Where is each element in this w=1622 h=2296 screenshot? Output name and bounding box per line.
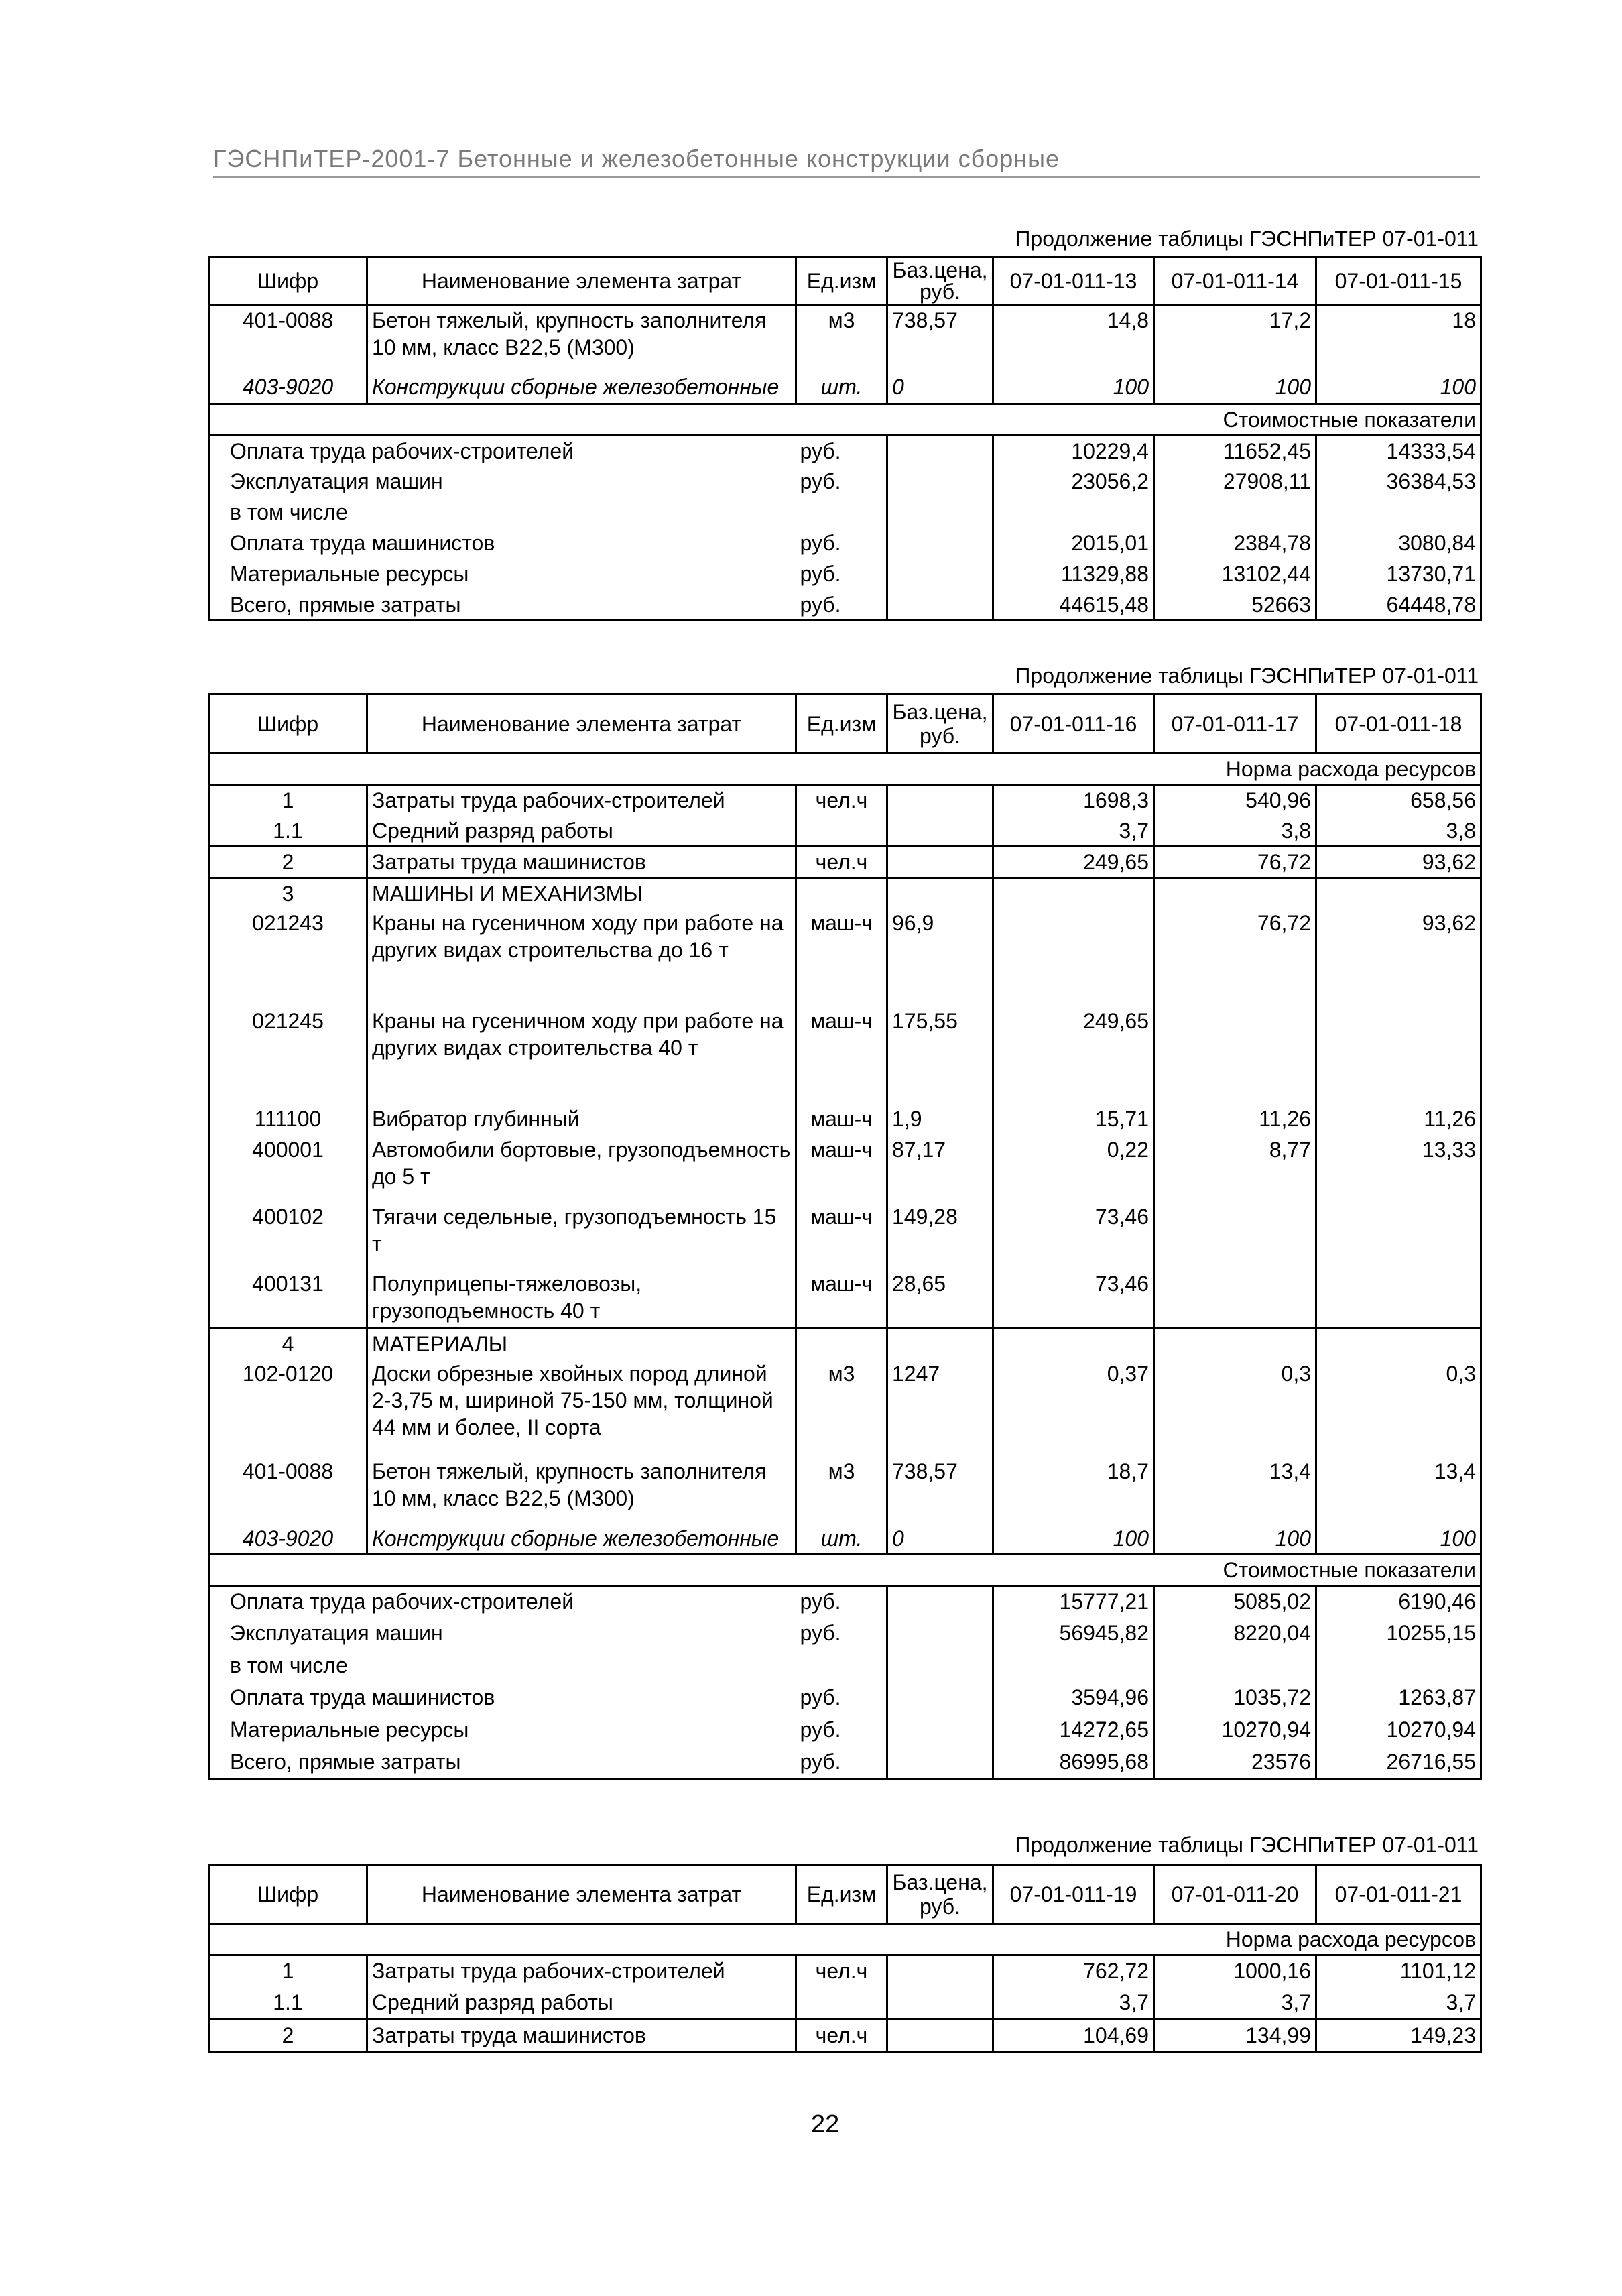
table-row	[209, 908, 1481, 1006]
resource-code: 400001	[209, 1135, 367, 1202]
norm-value: 14,8	[993, 305, 1154, 372]
col-header-norm: 07-01-011-14	[1154, 257, 1316, 305]
summary-value: 1035,72	[1154, 1683, 1316, 1715]
summary-value: 64448,78	[1316, 590, 1481, 621]
norm-value	[1154, 1202, 1316, 1269]
resource-unit: чел.ч	[796, 2020, 887, 2052]
table-row	[209, 1202, 1481, 1269]
summary-unit: руб.	[796, 1618, 887, 1650]
resource-price: 0	[887, 1524, 993, 1555]
norm-value: 93,62	[1316, 908, 1481, 1006]
summary-value: 15777,21	[993, 1586, 1154, 1618]
col-header-code: Шифр	[209, 694, 367, 753]
norm-value: 93,62	[1316, 847, 1481, 878]
summary-value: 5085,02	[1154, 1586, 1316, 1618]
summary-row	[209, 436, 1481, 467]
col-header-code: Шифр	[209, 1865, 367, 1924]
resource-code: 102-0120	[209, 1359, 367, 1457]
summary-label: Эксплуатация машин	[209, 467, 796, 497]
norm-value	[1316, 1202, 1481, 1269]
resource-price	[887, 1988, 993, 2020]
table-row	[209, 1457, 1481, 1524]
resource-code: 401-0088	[209, 1457, 367, 1524]
resource-unit: шт.	[796, 372, 887, 404]
table-row	[209, 1524, 1481, 1555]
norm-value: 762,72	[993, 1955, 1154, 1988]
col-header-norm: 07-01-011-19	[993, 1865, 1154, 1924]
summary-value: 44615,48	[993, 590, 1154, 621]
resource-code: 2	[209, 2020, 367, 2052]
summary-value: 13730,71	[1316, 559, 1481, 590]
col-header-price: Баз.цена, руб.	[887, 694, 993, 753]
col-header-code: Шифр	[209, 257, 367, 305]
summary-label: Материальные ресурсы	[209, 559, 796, 590]
summary-value: 2015,01	[993, 528, 1154, 559]
resource-price	[887, 816, 993, 847]
summary-value: 52663	[1154, 590, 1316, 621]
summary-value: 3594,96	[993, 1683, 1154, 1715]
table-row	[209, 2020, 1481, 2052]
resource-name: Тягачи седельные, грузоподъемность 15 т	[367, 1202, 796, 1269]
norm-value	[993, 908, 1154, 1006]
resource-name: Бетон тяжелый, крупность заполнителя 10 мм, класс В22,5 (М300)	[367, 1457, 796, 1524]
col-header-unit: Ед.изм	[796, 694, 887, 753]
summary-value: 3080,84	[1316, 528, 1481, 559]
norm-value	[1316, 1269, 1481, 1328]
norm-value: 0,22	[993, 1135, 1154, 1202]
summary-value: 11652,45	[1154, 436, 1316, 467]
resource-unit	[796, 816, 887, 847]
norm-value: 3,7	[993, 816, 1154, 847]
resource-price: 28,65	[887, 1269, 993, 1328]
norm-value: 13,4	[1316, 1457, 1481, 1524]
summary-value: 6190,46	[1316, 1586, 1481, 1618]
resource-code: 1.1	[209, 816, 367, 847]
col-header-unit: Ед.изм	[796, 1865, 887, 1924]
summary-unit: руб.	[796, 559, 887, 590]
norm-value: 15,71	[993, 1104, 1154, 1135]
resource-name: Автомобили бортовые, грузоподъемность до 5 т	[367, 1135, 796, 1202]
page-number: 22	[811, 2110, 840, 2138]
summary-label: Эксплуатация машин	[209, 1618, 796, 1650]
col-header-norm: 07-01-011-21	[1316, 1865, 1481, 1924]
resource-name: Средний разряд работы	[367, 1988, 796, 2020]
resource-name: Вибратор глубинный	[367, 1104, 796, 1135]
summary-label: в том числе	[209, 497, 796, 528]
summary-unit: руб.	[796, 528, 887, 559]
norm-value: 104,69	[993, 2020, 1154, 2052]
summary-unit: руб.	[796, 1747, 887, 1779]
norm-value: 1000,16	[1154, 1955, 1316, 1988]
resource-unit: чел.ч	[796, 1955, 887, 1988]
summary-row	[209, 1650, 1481, 1683]
resource-price: 96,9	[887, 908, 993, 1006]
norm-value: 13,33	[1316, 1135, 1481, 1202]
resource-code: 1	[209, 1955, 367, 1988]
norm-value: 8,77	[1154, 1135, 1316, 1202]
resource-name: Затраты труда машинистов	[367, 2020, 796, 2052]
summary-row	[209, 467, 1481, 497]
col-header-price: Баз.цена, руб.	[887, 257, 993, 305]
resource-price: 175,55	[887, 1006, 993, 1104]
norm-value: 18	[1316, 305, 1481, 372]
norm-value: 13,4	[1154, 1457, 1316, 1524]
norm-value: 249,65	[993, 847, 1154, 878]
resource-code: 021243	[209, 908, 367, 1006]
table-row	[209, 878, 1481, 909]
norm-value: 0,3	[1154, 1359, 1316, 1457]
norm-value: 100	[1154, 1524, 1316, 1555]
resource-name: Затраты труда рабочих-строителей	[367, 1955, 796, 1988]
resource-price	[887, 1955, 993, 1988]
summary-value: 10229,4	[993, 436, 1154, 467]
resource-unit: маш-ч	[796, 1269, 887, 1328]
col-header-name: Наименование элемента затрат	[367, 1865, 796, 1924]
norm-value: 3,8	[1154, 816, 1316, 847]
table-row	[209, 785, 1481, 816]
summary-value: 13102,44	[1154, 559, 1316, 590]
resource-unit: маш-ч	[796, 1135, 887, 1202]
table-row	[209, 1955, 1481, 1988]
summary-value: 23576	[1154, 1747, 1316, 1779]
resource-name: Затраты труда рабочих-строителей	[367, 785, 796, 816]
summary-label: Всего, прямые затраты	[209, 590, 796, 621]
summary-value: 36384,53	[1316, 467, 1481, 497]
summary-row	[209, 1715, 1481, 1747]
resource-unit: маш-ч	[796, 1202, 887, 1269]
table-caption: Продолжение таблицы ГЭСНПиТЕР 07-01-011	[1015, 664, 1479, 688]
resource-unit: маш-ч	[796, 908, 887, 1006]
col-header-norm: 07-01-011-17	[1154, 694, 1316, 753]
resource-code: 403-9020	[209, 1524, 367, 1555]
norm-value	[1316, 1006, 1481, 1104]
norm-value: 11,26	[1154, 1104, 1316, 1135]
table-row	[209, 816, 1481, 847]
table-row	[209, 1988, 1481, 2020]
summary-value: 8220,04	[1154, 1618, 1316, 1650]
summary-value: 14272,65	[993, 1715, 1154, 1747]
norm-value: 134,99	[1154, 2020, 1316, 2052]
summary-row	[209, 559, 1481, 590]
norm-value: 18,7	[993, 1457, 1154, 1524]
summary-unit: руб.	[796, 436, 887, 467]
summary-value: 14333,54	[1316, 436, 1481, 467]
resource-price: 1247	[887, 1359, 993, 1457]
norm-value: 11,26	[1316, 1104, 1481, 1135]
resource-name: Краны на гусеничном ходу при работе на других видах строительства 40 т	[367, 1006, 796, 1104]
summary-value: 27908,11	[1154, 467, 1316, 497]
norm-value	[1154, 1006, 1316, 1104]
norm-value: 1698,3	[993, 785, 1154, 816]
resource-price: 87,17	[887, 1135, 993, 1202]
summary-value: 86995,68	[993, 1747, 1154, 1779]
resource-code: 111100	[209, 1104, 367, 1135]
norm-value: 76,72	[1154, 847, 1316, 878]
section-label-norm: Норма расхода ресурсов	[209, 753, 1481, 785]
resource-code: 403-9020	[209, 372, 367, 404]
running-header: ГЭСНПиТЕР-2001-7 Бетонные и железобетонные конструкции сборные	[213, 145, 1480, 178]
col-header-norm: 07-01-011-18	[1316, 694, 1481, 753]
resource-code: 401-0088	[209, 305, 367, 372]
resource-unit: чел.ч	[796, 785, 887, 816]
norm-value	[1154, 1269, 1316, 1328]
resource-name: Бетон тяжелый, крупность заполнителя 10 мм, класс В22,5 (М300)	[367, 305, 796, 372]
summary-row	[209, 1618, 1481, 1650]
norm-value: 100	[1316, 1524, 1481, 1555]
resource-code: 1	[209, 785, 367, 816]
resource-code: 021245	[209, 1006, 367, 1104]
norm-value: 3,7	[1316, 1988, 1481, 2020]
table-row	[209, 1104, 1481, 1135]
summary-value: 23056,2	[993, 467, 1154, 497]
summary-value: 56945,82	[993, 1618, 1154, 1650]
summary-unit: руб.	[796, 1683, 887, 1715]
resource-unit: маш-ч	[796, 1104, 887, 1135]
table-row	[209, 372, 1481, 404]
section-label-cost: Стоимостные показатели	[209, 404, 1481, 436]
summary-unit: руб.	[796, 590, 887, 621]
summary-value: 26716,55	[1316, 1747, 1481, 1779]
resource-code: 3	[209, 878, 367, 909]
summary-row	[209, 590, 1481, 621]
section-heading: МАТЕРИАЛЫ	[367, 1328, 796, 1359]
col-header-norm: 07-01-011-13	[993, 257, 1154, 305]
resource-unit: м3	[796, 1359, 887, 1457]
summary-label: Оплата труда рабочих-строителей	[209, 436, 796, 467]
norm-value: 17,2	[1154, 305, 1316, 372]
resource-name: Доски обрезные хвойных пород длиной 2-3,75 м, шириной 75-150 мм, толщиной 44 мм и более, II сорта	[367, 1359, 796, 1457]
norm-value: 100	[993, 372, 1154, 404]
col-header-price: Баз.цена, руб.	[887, 1865, 993, 1924]
resource-unit: шт.	[796, 1524, 887, 1555]
col-header-name: Наименование элемента затрат	[367, 694, 796, 753]
resource-code: 4	[209, 1328, 367, 1359]
table-caption: Продолжение таблицы ГЭСНПиТЕР 07-01-011	[1015, 227, 1479, 251]
resource-unit: чел.ч	[796, 847, 887, 878]
summary-label: Оплата труда рабочих-строителей	[209, 1586, 796, 1618]
table-row	[209, 1328, 1481, 1359]
col-header-norm: 07-01-011-20	[1154, 1865, 1316, 1924]
resource-code: 400102	[209, 1202, 367, 1269]
norm-value: 3,8	[1316, 816, 1481, 847]
summary-unit: руб.	[796, 467, 887, 497]
table-row	[209, 1006, 1481, 1104]
norm-value: 100	[993, 1524, 1154, 1555]
resource-unit: маш-ч	[796, 1006, 887, 1104]
summary-label: Оплата труда машинистов	[209, 1683, 796, 1715]
resource-price: 0	[887, 372, 993, 404]
col-header-norm: 07-01-011-15	[1316, 257, 1481, 305]
resource-table-2	[208, 693, 1482, 1780]
summary-label: в том числе	[209, 1650, 796, 1683]
summary-label: Оплата труда машинистов	[209, 528, 796, 559]
section-heading: МАШИНЫ И МЕХАНИЗМЫ	[367, 878, 796, 909]
col-header-unit: Ед.изм	[796, 257, 887, 305]
summary-row	[209, 497, 1481, 528]
norm-value: 1101,12	[1316, 1955, 1481, 1988]
summary-label: Всего, прямые затраты	[209, 1747, 796, 1779]
norm-value: 249,65	[993, 1006, 1154, 1104]
summary-row	[209, 1586, 1481, 1618]
resource-name: Затраты труда машинистов	[367, 847, 796, 878]
summary-value: 11329,88	[993, 559, 1154, 590]
summary-value: 10270,94	[1154, 1715, 1316, 1747]
resource-code: 2	[209, 847, 367, 878]
summary-value: 10270,94	[1316, 1715, 1481, 1747]
summary-row	[209, 1683, 1481, 1715]
norm-value: 76,72	[1154, 908, 1316, 1006]
section-label-norm: Норма расхода ресурсов	[209, 1924, 1481, 1955]
resource-code: 1.1	[209, 1988, 367, 2020]
summary-value: 10255,15	[1316, 1618, 1481, 1650]
norm-value: 0,37	[993, 1359, 1154, 1457]
resource-name: Конструкции сборные железобетонные	[367, 372, 796, 404]
resource-price	[887, 785, 993, 816]
summary-value: 2384,78	[1154, 528, 1316, 559]
norm-value: 3,7	[993, 1988, 1154, 2020]
table-row	[209, 305, 1481, 372]
resource-name: Средний разряд работы	[367, 816, 796, 847]
resource-name: Полуприцепы-тяжеловозы, грузоподъемность 40 т	[367, 1269, 796, 1328]
norm-value: 73,46	[993, 1269, 1154, 1328]
col-header-name: Наименование элемента затрат	[367, 257, 796, 305]
summary-row	[209, 528, 1481, 559]
norm-value: 540,96	[1154, 785, 1316, 816]
table-caption: Продолжение таблицы ГЭСНПиТЕР 07-01-011	[1015, 1833, 1479, 1857]
resource-price: 738,57	[887, 305, 993, 372]
resource-unit: м3	[796, 1457, 887, 1524]
norm-value: 149,23	[1316, 2020, 1481, 2052]
resource-code: 400131	[209, 1269, 367, 1328]
resource-price: 738,57	[887, 1457, 993, 1524]
col-header-norm: 07-01-011-16	[993, 694, 1154, 753]
resource-price	[887, 2020, 993, 2052]
summary-value: 1263,87	[1316, 1683, 1481, 1715]
summary-row	[209, 1747, 1481, 1779]
norm-value: 0,3	[1316, 1359, 1481, 1457]
resource-unit: м3	[796, 305, 887, 372]
summary-label: Материальные ресурсы	[209, 1715, 796, 1747]
table-row	[209, 1269, 1481, 1328]
resource-table-1	[208, 256, 1482, 621]
summary-unit: руб.	[796, 1715, 887, 1747]
resource-unit	[796, 1988, 887, 2020]
norm-value: 658,56	[1316, 785, 1481, 816]
summary-unit: руб.	[796, 1586, 887, 1618]
norm-value: 100	[1316, 372, 1481, 404]
resource-price: 149,28	[887, 1202, 993, 1269]
norm-value: 100	[1154, 372, 1316, 404]
norm-value: 73,46	[993, 1202, 1154, 1269]
table-row	[209, 1359, 1481, 1457]
resource-price	[887, 847, 993, 878]
resource-table-3	[208, 1864, 1482, 2053]
table-row	[209, 1135, 1481, 1202]
norm-value: 3,7	[1154, 1988, 1316, 2020]
section-label-cost: Стоимостные показатели	[209, 1555, 1481, 1586]
resource-price: 1,9	[887, 1104, 993, 1135]
table-row	[209, 847, 1481, 878]
resource-name: Краны на гусеничном ходу при работе на других видах строительства до 16 т	[367, 908, 796, 1006]
resource-name: Конструкции сборные железобетонные	[367, 1524, 796, 1555]
